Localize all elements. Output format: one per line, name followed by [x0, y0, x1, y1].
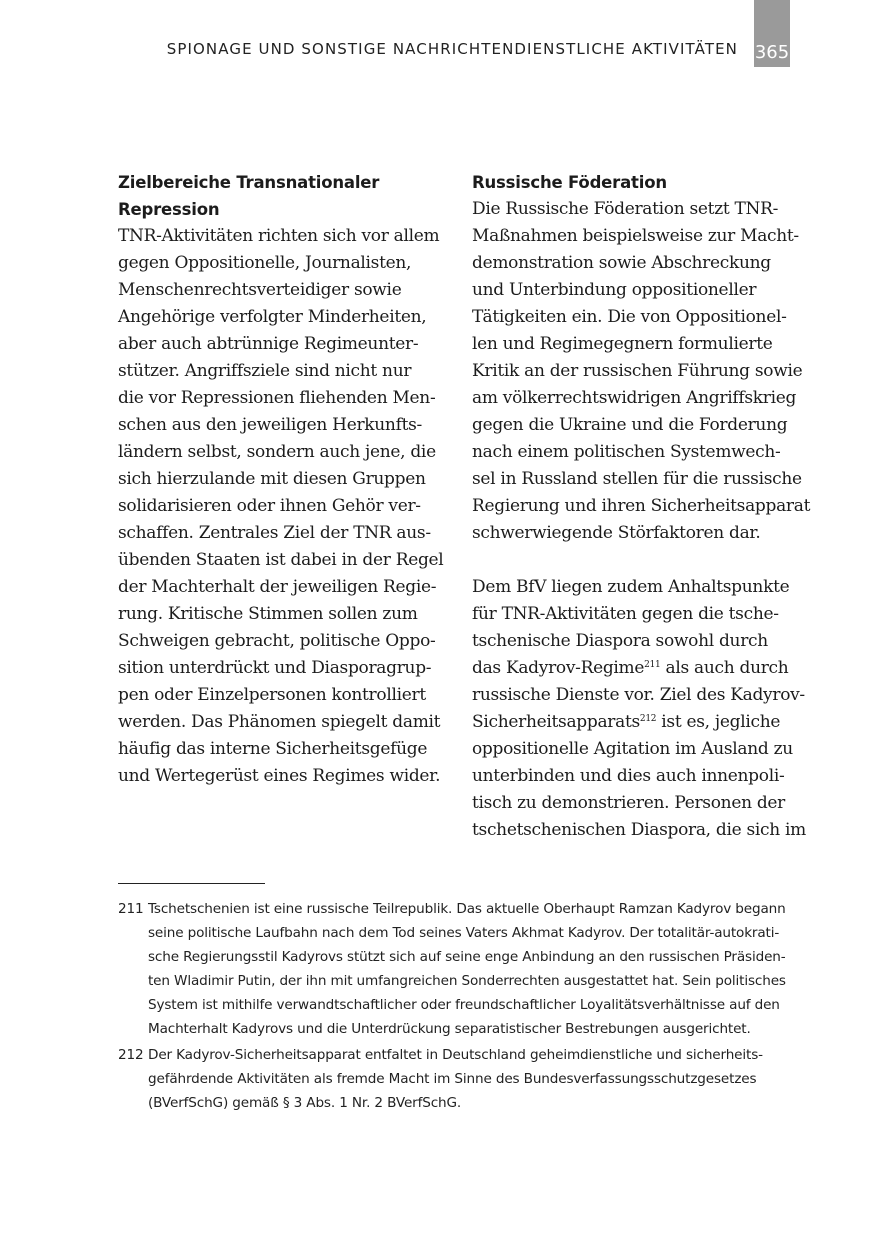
section-heading-tnr-targets — [118, 169, 448, 223]
text-line: tschenische Diaspora sowohl durch — [472, 631, 768, 651]
text-line: der Machterhalt der jeweiligen Regie- — [118, 577, 437, 597]
text-line: tisch zu demonstrieren. Personen der — [472, 793, 785, 813]
footnote-line: gefährdende Aktivitäten als fremde Macht im Sinne des Bundesverfassungsschutzgesetzes — [148, 1071, 757, 1087]
text-line: Tätigkeiten ein. Die von Oppositionel- — [472, 307, 787, 327]
body-paragraph — [472, 196, 811, 547]
running-header-title: SPIONAGE UND SONSTIGE NACHRICHTENDIENSTLICHE AKTIVITÄTEN — [166, 40, 738, 58]
text-line: schaffen. Zentrales Ziel der TNR aus- — [118, 523, 431, 543]
body-paragraph — [472, 574, 806, 844]
footnote-number: 212 — [118, 1047, 144, 1063]
text-line: sich hierzulande mit diesen Gruppen — [118, 469, 426, 489]
text-line: gegen die Ukraine und die Forderung — [472, 415, 788, 435]
text-segment: Sicherheitsapparats — [472, 712, 640, 732]
text-line: len und Regimegegnern formulierte — [472, 334, 773, 354]
text-line: und Unterbindung oppositioneller — [472, 280, 757, 300]
body-paragraph — [118, 223, 448, 790]
text-line: Dem BfV liegen zudem Anhaltspunkte — [472, 577, 790, 597]
text-line: stützer. Angriffsziele sind nicht nur — [118, 361, 412, 381]
text-line: demonstration sowie Abschreckung — [472, 253, 771, 273]
footnote-ref-211[interactable]: 211 — [644, 660, 661, 670]
text-segment: ist es, jegliche — [656, 712, 781, 732]
page-number: 365 — [754, 42, 790, 63]
heading-line: Zielbereiche Transnationaler — [118, 173, 380, 192]
footnote-211 — [118, 897, 798, 1041]
text-line: nach einem politischen Systemwech- — [472, 442, 781, 462]
text-line: sel in Russland stellen für die russische — [472, 469, 802, 489]
section-heading-russian-federation — [472, 169, 800, 196]
text-line: gegen Oppositionelle, Journalisten, — [118, 253, 412, 273]
text-line: werden. Das Phänomen spiegelt damit — [118, 712, 441, 732]
text-line: solidarisieren oder ihnen Gehör ver- — [118, 496, 421, 516]
text-line: ländern selbst, sondern auch jene, die — [118, 442, 436, 462]
heading-line: Repression — [118, 200, 220, 219]
footnote-line: ten Wladimir Putin, der ihn mit umfangreichen Sonderrechten ausgestattet hat. Sein politisches — [148, 973, 786, 989]
right-column — [472, 169, 811, 844]
footnote-line: seine politische Laufbahn nach dem Tod seines Vaters Akhmat Kadyrov. Der totalitär-autokrati- — [148, 925, 780, 941]
heading-line: Russische Föderation — [472, 173, 667, 192]
footnote-line: sche Regierungsstil Kadyrovs stützt sich auf seine enge Anbindung an den russischen Präsiden- — [148, 949, 786, 965]
text-line: für TNR-Aktivitäten gegen die tsche- — [472, 604, 779, 624]
footnote-number: 211 — [118, 901, 144, 917]
text-line: Kritik an der russischen Führung sowie — [472, 361, 803, 381]
text-line: schwerwiegende Störfaktoren dar. — [472, 523, 761, 543]
text-line: Maßnahmen beispielsweise zur Macht- — [472, 226, 799, 246]
text-line: Angehörige verfolgter Minderheiten, — [118, 307, 427, 327]
text-line: die vor Repressionen fliehenden Men- — [118, 388, 436, 408]
page-number-tab — [754, 0, 790, 67]
text-line — [472, 655, 800, 682]
footnote-line: System ist mithilfe verwandtschaftlicher oder freundschaftlicher Loyalitätsverhältnisse auf den — [148, 997, 780, 1013]
text-line: TNR-Aktivitäten richten sich vor allem — [118, 226, 440, 246]
footnote-line: Tschetschenien ist eine russische Teilrepublik. Das aktuelle Oberhaupt Ramzan Kadyrov begann — [148, 901, 786, 917]
text-line: Regierung und ihren Sicherheitsapparat — [472, 496, 811, 516]
footnote-divider — [118, 883, 265, 884]
text-line: sition unterdrückt und Diasporagrup- — [118, 658, 432, 678]
text-line: tschetschenischen Diaspora, die sich im — [472, 820, 806, 840]
footnote-line: Der Kadyrov-Sicherheitsapparat entfaltet in Deutschland geheimdienstliche und sicherheits- — [148, 1047, 763, 1063]
text-line: unterbinden und dies auch innenpoli- — [472, 766, 785, 786]
footnote-line: Machterhalt Kadyrovs und die Unterdrückung separatistischer Bestrebungen ausgerichtet. — [148, 1021, 751, 1037]
footnote-212 — [118, 1043, 798, 1115]
text-line — [472, 709, 800, 736]
text-line: oppositionelle Agitation im Ausland zu — [472, 739, 793, 759]
text-line: häufig das interne Sicherheitsgefüge — [118, 739, 428, 759]
text-line: und Wertegerüst eines Regimes wider. — [118, 766, 441, 786]
text-line: aber auch abtrünnige Regimeunter- — [118, 334, 419, 354]
paragraph-gap — [472, 547, 800, 574]
text-line: Die Russische Föderation setzt TNR- — [472, 199, 779, 219]
footnotes — [118, 897, 798, 1117]
left-column — [118, 169, 448, 790]
footnote-ref-212[interactable]: 212 — [639, 714, 657, 724]
text-segment: als auch durch — [660, 658, 789, 678]
text-line: Menschenrechtsverteidiger sowie — [118, 280, 402, 300]
text-line: pen oder Einzelpersonen kontrolliert — [118, 685, 426, 705]
text-line: übenden Staaten ist dabei in der Regel — [118, 550, 444, 570]
text-line: Schweigen gebracht, politische Oppo- — [118, 631, 436, 651]
text-line: russische Dienste vor. Ziel des Kadyrov- — [472, 685, 805, 705]
text-line: rung. Kritische Stimmen sollen zum — [118, 604, 418, 624]
text-segment: das Kadyrov-Regime — [472, 658, 645, 678]
text-line: am völkerrechtswidrigen Angriffskrieg — [472, 388, 797, 408]
text-line: schen aus den jeweiligen Herkunfts- — [118, 415, 422, 435]
footnote-line: (BVerfSchG) gemäß § 3 Abs. 1 Nr. 2 BVerfSchG. — [148, 1095, 462, 1111]
